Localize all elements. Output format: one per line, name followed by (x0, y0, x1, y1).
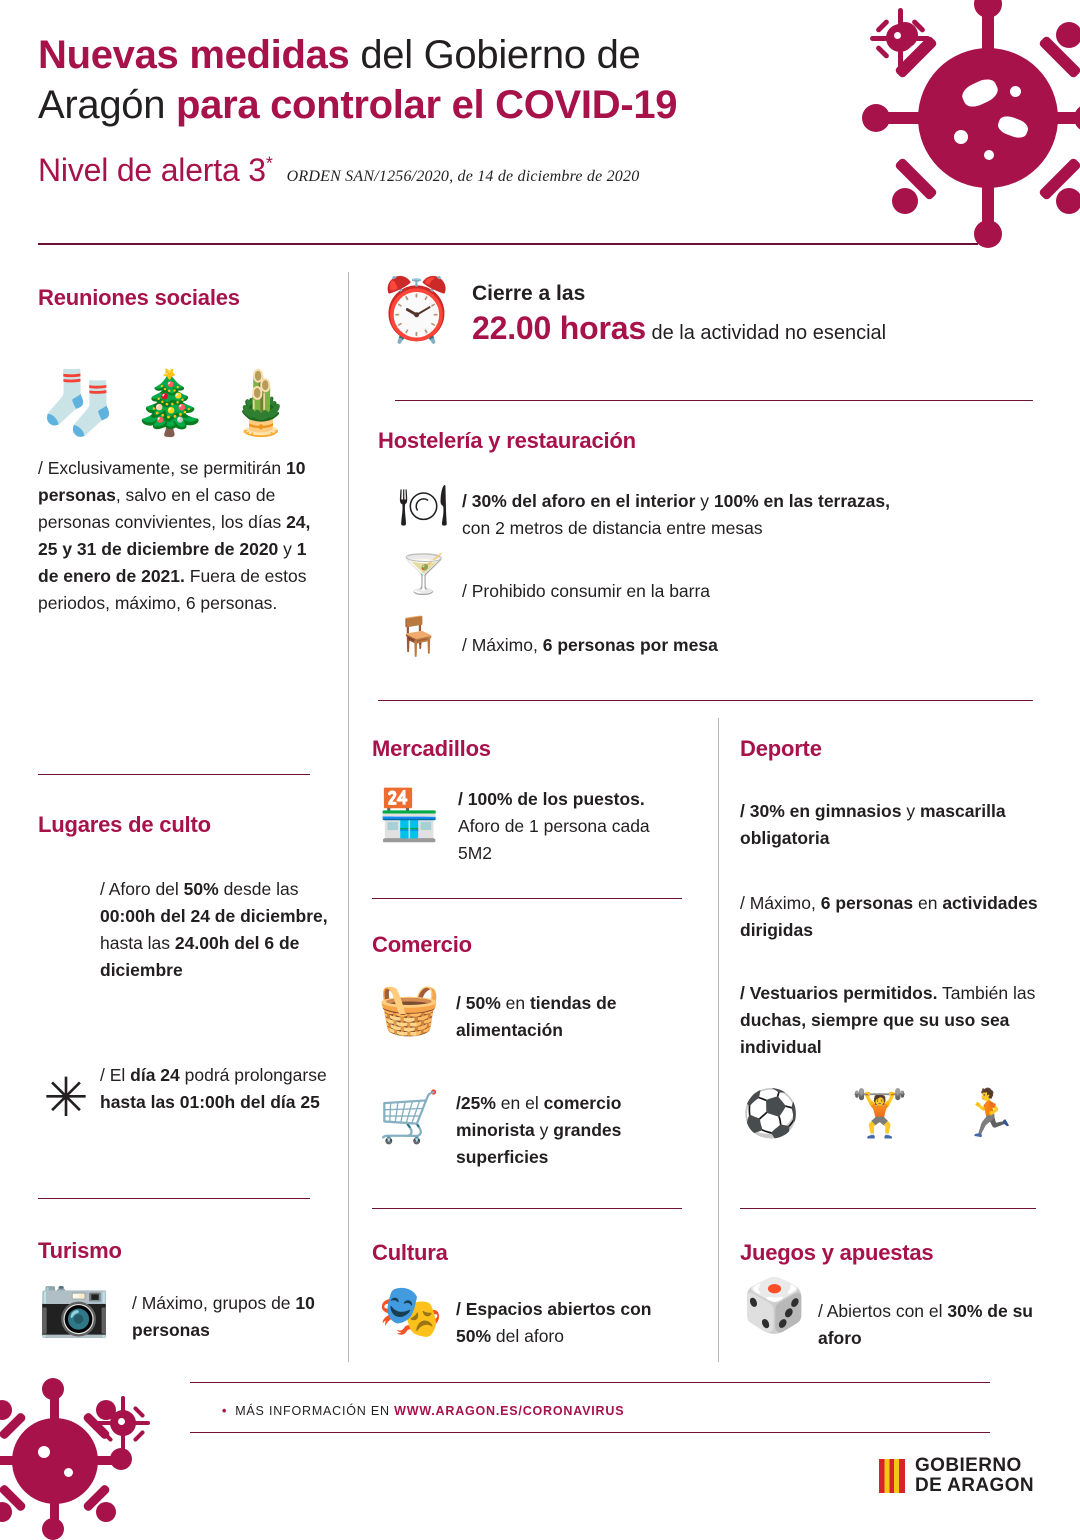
shopping-basket-icon: 🧺 (378, 981, 441, 1037)
dep2-c: en (913, 893, 943, 913)
reuniones-text-b: 10 personas (38, 458, 306, 505)
cierre-line-1: Cierre a las (472, 282, 586, 305)
culto-item1-d: 00:00h del 24 de diciembre, (100, 906, 328, 926)
deporte-item-3 (740, 980, 1050, 1061)
cult-a: / Espacios abiertos con 50% (456, 1299, 652, 1346)
section-title-comercio: Comercio (372, 932, 472, 957)
culto-item2-a: / El (100, 1065, 131, 1085)
section-title-hosteleria: Hostelería y restauración (378, 428, 636, 453)
com1-c: tiendas de alimentación (456, 993, 617, 1040)
cierre-block (472, 282, 1042, 347)
dep2-b: 6 personas (820, 893, 914, 913)
merc-a: / 100% de los puestos. (458, 789, 645, 809)
gobierno-line-2: DE ARAGON (914, 1475, 1034, 1496)
section-title-reuniones-sociales: Reuniones sociales (38, 285, 240, 310)
dep3-c: También las (937, 983, 1036, 1003)
hs2-a: / Prohibido consumir en la barra (462, 581, 711, 601)
com2-e: grandes superficies (456, 1120, 622, 1167)
dep3-b: permitidos. (838, 983, 938, 1003)
reuniones-text-f: 1 de enero de 2021. (38, 539, 307, 586)
soccer-ball-icon: ⚽ (742, 1087, 800, 1139)
virus-illustration-bottom-left-small (96, 1396, 150, 1450)
section-title-deporte: Deporte (740, 736, 822, 761)
title-part-3: Aragón (38, 83, 176, 127)
shopping-cart-icon: 🛒 (378, 1089, 441, 1145)
juegos-text (818, 1298, 1038, 1352)
culto-item2-d: hasta las 01:00h del día 25 (100, 1092, 320, 1112)
reuniones-text-c: , salvo en el caso de personas convivientes, los días (38, 485, 287, 532)
hs1-c: 100% en las terrazas, (713, 491, 890, 511)
hs3-b: 6 personas por mesa (542, 635, 718, 655)
section-title-mercadillos: Mercadillos (372, 736, 491, 761)
reuniones-text (38, 455, 328, 617)
com1-b: en (500, 993, 530, 1013)
reuniones-text-a: / Exclusivamente, se permitirán (38, 458, 287, 478)
section-title-turismo: Turismo (38, 1238, 122, 1263)
alert-level-text: Nivel de alerta 3 (38, 152, 266, 188)
camera-icon: 📷 (38, 1274, 111, 1339)
food-dome-icon: 🍽 (398, 484, 449, 528)
title-part-1: Nuevas medidas (38, 33, 350, 77)
hosteleria-item-2 (462, 578, 962, 605)
cocktail-icon: 🍸 (400, 554, 448, 596)
culto-item1-b: 50% (183, 879, 219, 899)
footer-label: MÁS INFORMACIÓN EN (235, 1404, 395, 1418)
market-stall-icon: 🏪 (378, 787, 441, 843)
dep2-d: actividades dirigidas (740, 893, 1038, 940)
section-title-juegos-y-apuestas: Juegos y apuestas (740, 1240, 934, 1265)
hs1-b: y (695, 491, 714, 511)
dep3-d: duchas, siempre que su uso sea individual (740, 1010, 1010, 1057)
cierre-hours: 22.00 horas (472, 310, 646, 346)
alarm-clock-icon: ⏰ (378, 276, 456, 345)
cierre-line-2 (472, 310, 1042, 347)
dep1-b: y (901, 801, 920, 821)
christmas-bauble-icon: 🎍 (222, 369, 300, 438)
dep2-a: / Máximo, (740, 893, 821, 913)
gobierno-text (915, 1456, 1034, 1496)
dep3-a: / Vestuarios (740, 983, 839, 1003)
virus-illustration-large (870, 0, 1080, 250)
deporte-icons (742, 1087, 1042, 1139)
dice-cup-icon: 🎲 (742, 1277, 807, 1335)
culto-item1-a: / Aforo del (100, 879, 184, 899)
footer-info (222, 1404, 624, 1418)
section-title-cultura: Cultura (372, 1240, 448, 1265)
reuniones-text-d: 24, 25 y 31 de diciembre de 2020 (38, 512, 311, 559)
reuniones-text-g: Fuera de estos periodos, máximo, 6 personas. (38, 566, 307, 613)
culto-item1-c: desde las (218, 879, 299, 899)
title-part-4: para controlar el COVID-19 (176, 83, 678, 127)
christmas-stocking-icon: 🧦 (40, 369, 118, 438)
title-part-2: del Gobierno de (349, 33, 641, 77)
subtitle-row (38, 152, 898, 189)
aragon-flag-icon (879, 1459, 905, 1493)
com2-b: en el (495, 1093, 544, 1113)
hosteleria-item-1 (462, 488, 1037, 542)
deporte-item-1 (740, 798, 1040, 852)
divider-mid-2 (378, 700, 1033, 701)
culto-item-2 (100, 1062, 330, 1116)
jue-b: 30% de su aforo (818, 1301, 1033, 1348)
divider-footer-top (190, 1382, 990, 1383)
footer-bullet: • (222, 1404, 228, 1418)
divider-left-2 (38, 1198, 310, 1199)
com2-d: y (534, 1120, 554, 1140)
alert-level (38, 152, 273, 189)
header (38, 30, 898, 189)
star-icon: ✳ (43, 1068, 89, 1128)
cultura-text (456, 1296, 686, 1350)
cierre-rest: de la actividad no esencial (645, 322, 887, 344)
comercio-item-2 (456, 1090, 696, 1171)
section-title-lugares-de-culto: Lugares de culto (38, 812, 211, 837)
mercadillos-text (458, 786, 678, 867)
hs3-a: / Máximo, (462, 635, 543, 655)
order-reference: ORDEN SAN/1256/2020, de 14 de diciembre de 2020 (286, 168, 640, 185)
hs1-a: / 30% del aforo en el interior (462, 491, 696, 511)
divider-mid-3 (372, 898, 682, 899)
culto-item2-c: podrá prolongarse (179, 1065, 327, 1085)
divider-footer-bottom (190, 1432, 990, 1433)
turismo-text-b: 10 personas (132, 1293, 315, 1340)
divider-mid-4 (372, 1208, 682, 1209)
hs1-d: con 2 metros de distancia entre mesas (462, 518, 763, 538)
merc-b: Aforo de 1 persona cada 5M2 (458, 816, 650, 863)
divider-right-1 (740, 1208, 1036, 1209)
cult-b: del aforo (491, 1326, 564, 1346)
deporte-item-2 (740, 890, 1040, 944)
runner-icon: 🏃 (960, 1087, 1018, 1139)
culto-item2-b: día 24 (130, 1065, 180, 1085)
page-title (38, 30, 898, 130)
turismo-text (132, 1290, 332, 1344)
theatre-masks-icon: 🎭 (378, 1283, 443, 1341)
comercio-item-1 (456, 990, 686, 1044)
reuniones-text-e: y (278, 539, 297, 559)
culto-item1-e: hasta las (100, 933, 175, 953)
jue-a: / Abiertos con el (818, 1301, 948, 1321)
com1-a: / 50% (456, 993, 501, 1013)
com2-a: /25% (456, 1093, 496, 1113)
header-divider (38, 243, 978, 245)
gobierno-de-aragon-logo (879, 1456, 1034, 1496)
reuniones-icons (40, 325, 320, 438)
dep1-a: / 30% en gimnasios (740, 801, 902, 821)
turismo-text-a: / Máximo, grupos de (132, 1293, 296, 1313)
com2-c: comercio minorista (456, 1093, 622, 1140)
column-separator-left (348, 272, 349, 1362)
column-separator-right (718, 718, 719, 1362)
weightlifter-icon: 🏋 (851, 1087, 909, 1139)
culto-item-1 (100, 876, 330, 984)
hosteleria-item-3 (462, 632, 962, 659)
christmas-tree-icon: 🎄 (131, 369, 209, 438)
dep1-c: mascarilla obligatoria (740, 801, 1006, 848)
alert-level-asterisk: * (265, 153, 273, 174)
divider-mid-1 (395, 400, 1033, 401)
footer-url[interactable]: WWW.ARAGON.ES/CORONAVIRUS (394, 1404, 625, 1418)
table-chairs-icon: 🪑 (394, 616, 442, 658)
divider-left-1 (38, 774, 310, 775)
virus-illustration-bottom-left (0, 1388, 132, 1528)
gobierno-line-1: GOBIERNO (914, 1455, 1022, 1476)
culto-item1-f: 24.00h del 6 de diciembre (100, 933, 300, 980)
